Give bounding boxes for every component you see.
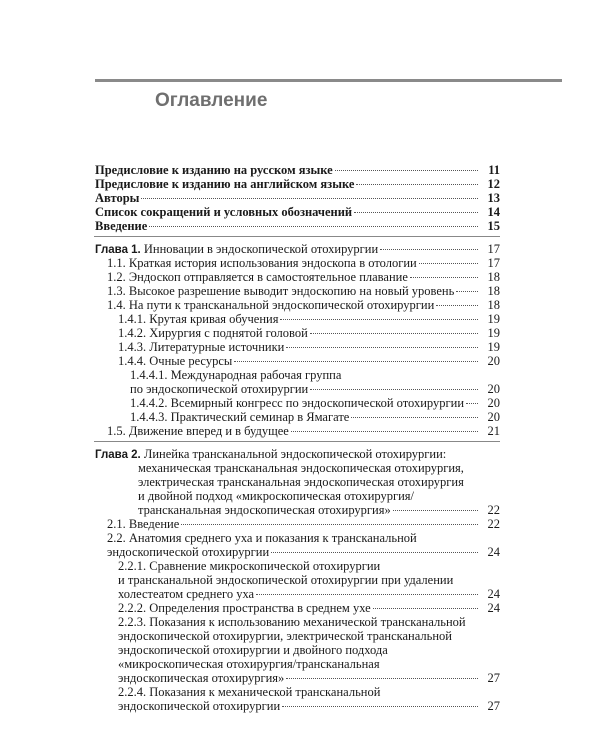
- toc-entry-line: эндоскопической отохирургии и двойного подхода: [118, 643, 388, 657]
- toc-entry[interactable]: 2.2.2. Определения пространства в среднем ухе 24: [118, 601, 500, 615]
- toc-entry[interactable]: холестеатом среднего уха 24: [118, 587, 500, 601]
- chapter-2-title-line: и двойной подход «микроскопическая отохирургия/: [138, 489, 415, 503]
- chapter-2-title-line: электрическая трансканальная эндоскопическая отохирургия: [138, 475, 464, 489]
- toc-entry[interactable]: 2.1. Введение 22: [107, 517, 500, 531]
- toc-entry-line: 2.2.4. Показания к механической трансканальной: [118, 685, 381, 699]
- chapter-2-title-line: механическая трансканальная эндоскопическая отохирургия,: [138, 461, 464, 475]
- chapter-1-entry[interactable]: Глава 1. Инновации в эндоскопической отохирургии 17: [95, 242, 500, 256]
- toc-entry-line: 2.2.3. Показания к использованию механической трансканальной: [118, 615, 466, 629]
- toc-entry[interactable]: 1.4.4. Очные ресурсы 20: [118, 354, 500, 368]
- separator: [94, 236, 500, 237]
- toc-entry[interactable]: 1.2. Эндоскоп отправляется в самостоятельное плавание 18: [107, 270, 500, 284]
- toc-entry[interactable]: 1.4.3. Литературные источники 19: [118, 340, 500, 354]
- toc-entry-line: 2.2. Анатомия среднего уха и показания к трансканальной: [107, 531, 417, 545]
- toc-entry[interactable]: эндоскопическая отохирургия» 27: [118, 671, 500, 685]
- toc-entry[interactable]: 1.1. Краткая история использования эндоскопа в отологии 17: [107, 256, 500, 270]
- page-title: Оглавление: [155, 90, 268, 111]
- toc-entry[interactable]: 1.4.1. Крутая кривая обучения 19: [118, 312, 500, 326]
- separator: [94, 441, 500, 442]
- chapter-2-entry[interactable]: трансканальная эндоскопическая отохирургия» 22: [138, 503, 500, 517]
- toc-entry[interactable]: по эндоскопической отохирургии 20: [130, 382, 500, 396]
- toc-entry[interactable]: Предисловие к изданию на английском языке 12: [95, 177, 500, 191]
- toc-entry[interactable]: 1.4. На пути к трансканальной эндоскопической отохирургии 18: [107, 298, 500, 312]
- toc-entry-line: «микроскопическая отохирургия/трансканальная: [118, 657, 380, 671]
- toc-entry[interactable]: 1.4.2. Хирургия с поднятой головой 19: [118, 326, 500, 340]
- toc-entry[interactable]: Список сокращений и условных обозначений 14: [95, 205, 500, 219]
- toc-entry-line: 2.2.1. Сравнение микроскопической отохирургии: [118, 559, 381, 573]
- toc-entry-line: 1.4.4.1. Международная рабочая группа: [130, 368, 342, 382]
- toc-entry[interactable]: Предисловие к изданию на русском языке 11: [95, 163, 500, 177]
- toc-entry[interactable]: Авторы 13: [95, 191, 500, 205]
- toc-entry[interactable]: 1.4.4.2. Всемирный конгресс по эндоскопической отохирургии 20: [130, 396, 500, 410]
- toc-entry[interactable]: эндоскопической отохирургии 24: [107, 545, 500, 559]
- chapter-2-label: Глава 2. Линейка трансканальной эндоскопической отохирургии:: [95, 447, 447, 461]
- toc-entry[interactable]: 1.5. Движение вперед и в будущее 21: [107, 424, 500, 438]
- toc-entry[interactable]: эндоскопической отохирургии 27: [118, 699, 500, 713]
- toc-entry[interactable]: Введение 15: [95, 219, 500, 233]
- toc-entry[interactable]: 1.3. Высокое разрешение выводит эндоскопию на новый уровень 18: [107, 284, 500, 298]
- toc-entry-line: эндоскопической отохирургии, электрической трансканальной: [118, 629, 452, 643]
- toc-entry[interactable]: 1.4.4.3. Практический семинар в Ямагате 20: [130, 410, 500, 424]
- toc-entry-line: и трансканальной эндоскопической отохирургии при удалении: [118, 573, 454, 587]
